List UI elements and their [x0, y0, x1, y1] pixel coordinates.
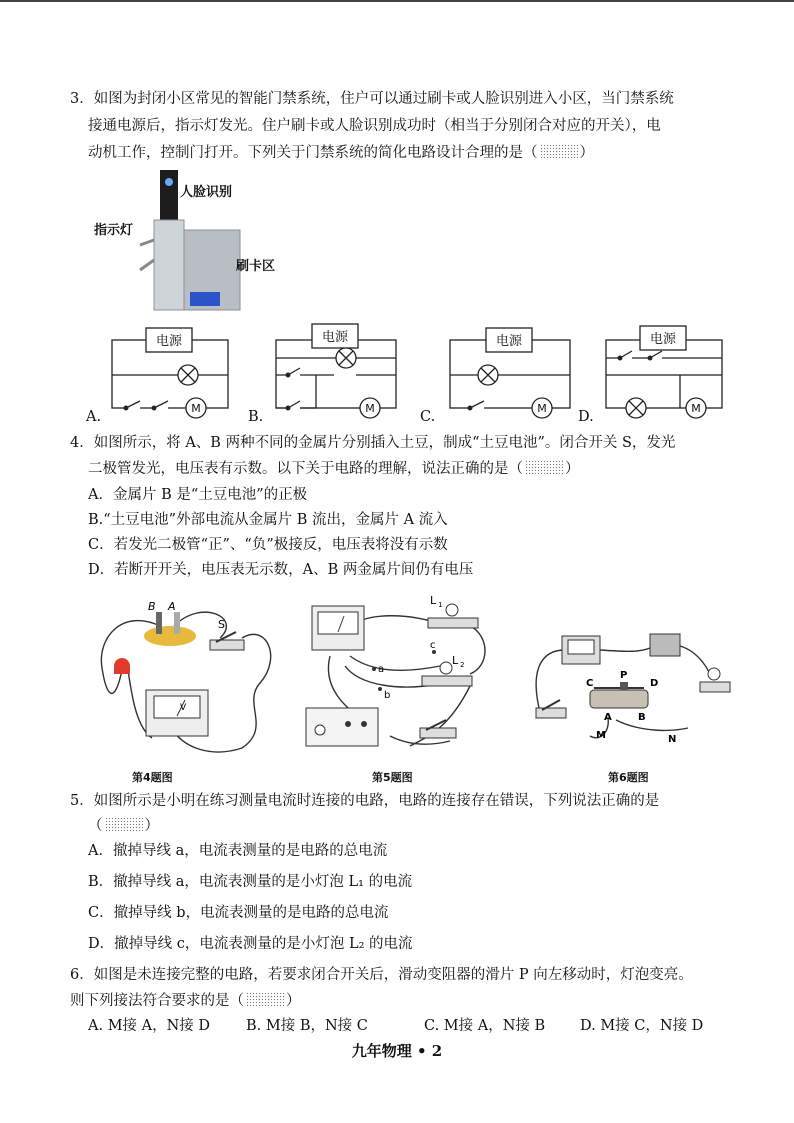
q3-line3: 动机工作，控制门打开。下列关于门禁系统的简化电路设计合理的是（ ） [88, 145, 594, 161]
power-label-b: 电源 [321, 330, 349, 345]
metal-plate-a [174, 612, 180, 634]
power-label-c: 电源 [495, 334, 523, 349]
q3-option-a[interactable]: A. [86, 409, 102, 425]
svg-text:L: L [430, 594, 437, 607]
motor-a-label: M [191, 402, 201, 415]
bulb-icon [708, 668, 720, 680]
q6-option-c[interactable]: C. M接 A，N接 B [424, 1018, 546, 1034]
svg-text:D: D [650, 678, 659, 689]
svg-text:c: c [430, 640, 436, 651]
battery-icon [650, 634, 680, 656]
power-label-d: 电源 [649, 332, 677, 347]
top-border [0, 0, 794, 2]
svg-text:A: A [604, 712, 612, 723]
q3-circuit-diagrams [0, 318, 794, 428]
q6-line2: 则下列接法符合要求的是（ ） [70, 993, 301, 1009]
answer-blank-q5[interactable] [105, 817, 143, 833]
q4-option-d[interactable]: D．若断开开关，电压表无示数，A、B 两金属片间仍有电压 [88, 562, 474, 578]
q6-option-a[interactable]: A. M接 A，N接 D [88, 1018, 211, 1034]
potato-icon [144, 626, 196, 646]
label-indicator: 指示灯 [94, 223, 134, 238]
label-card-area: 刷卡区 [236, 259, 276, 274]
q3-option-d[interactable]: D. [578, 409, 594, 425]
answer-blank-q4[interactable] [525, 460, 563, 476]
q6-line1: 6．如图是未连接完整的电路，若要求闭合开关后，滑动变阻器的滑片 P 向左移动时，灯泡变亮。 [70, 967, 693, 983]
switch [420, 728, 456, 738]
bulb-l2-base [422, 676, 472, 686]
q5-option-d[interactable]: D．撤掉导线 c，电流表测量的是小灯泡 L₂ 的电流 [88, 936, 413, 952]
q6-option-b[interactable]: B. M接 B，N接 C [246, 1018, 368, 1034]
svg-text:V: V [180, 703, 187, 713]
switch-s [210, 640, 244, 650]
svg-text:N: N [668, 734, 677, 745]
answer-blank-q6[interactable] [246, 992, 284, 1008]
svg-text:A: A [168, 600, 176, 613]
face-camera-icon [165, 178, 173, 186]
q4-option-a[interactable]: A．金属片 B 是“土豆电池”的正极 [88, 487, 308, 503]
q6-option-d[interactable]: D. M接 C，N接 D [580, 1018, 704, 1034]
svg-text:S: S [218, 618, 225, 631]
motor-d-label: M [691, 402, 701, 415]
motor-c-label: M [537, 402, 547, 415]
bulb-l1-icon [446, 604, 458, 616]
rheostat-slider [620, 682, 628, 690]
page-footer: 九年物理 • 2 [351, 1042, 443, 1060]
bulb-base [700, 682, 730, 692]
svg-text:1: 1 [438, 601, 443, 609]
figure-4-potato-battery [92, 598, 292, 768]
q5-line1: 5．如图所示是小明在练习测量电流时连接的电路，电路的连接存在错误，下列说法正确的是 [70, 793, 660, 809]
motor-b-label: M [365, 402, 375, 415]
switch-symbols [124, 351, 662, 410]
switch [536, 708, 566, 718]
svg-text:M: M [596, 730, 606, 741]
bulb-l1-base [428, 618, 478, 628]
label-face-recognition: 人脸识别 [180, 185, 233, 200]
metal-plate-b [156, 612, 162, 634]
svg-text:C: C [586, 678, 594, 689]
figure-5-parallel-circuit [300, 596, 510, 771]
q4-line2: 二极管发光，电压表有示数。以下关于电路的理解，说法正确的是（ ） [88, 461, 580, 477]
svg-text:a: a [378, 664, 385, 675]
bulb-l2-icon [440, 662, 452, 674]
q4-line1: 4．如图所示，将 A、B 两种不同的金属片分别插入土豆，制成“土豆电池”。闭合开关 S，发光 [70, 435, 676, 451]
rheostat-coil [590, 690, 648, 708]
svg-text:P: P [620, 670, 628, 681]
svg-text:L: L [452, 654, 459, 667]
svg-text:B: B [148, 600, 156, 613]
svg-text:2: 2 [460, 661, 465, 669]
q3-option-b[interactable]: B. [248, 409, 264, 425]
figure-4-caption: 第4题图 [132, 771, 173, 784]
q5-option-a[interactable]: A．撤掉导线 a，电流表测量的是电路的总电流 [88, 843, 388, 859]
figure-6-rheostat-circuit [520, 632, 730, 762]
q4-option-c[interactable]: C．若发光二极管“正”、“负”极接反，电压表将没有示数 [88, 537, 448, 553]
svg-text:B: B [638, 712, 646, 723]
power-label-a: 电源 [155, 334, 183, 349]
q3-line2: 接通电源后，指示灯发光。住户刷卡或人脸识别成功时（相当于分别闭合对应的开关），电 [88, 118, 661, 134]
q5-line2: （ ） [88, 818, 159, 834]
answer-blank-q3[interactable] [540, 144, 578, 160]
q3-line1: 3．如图为封闭小区常见的智能门禁系统，住户可以通过刷卡或人脸识别进入小区，当门禁系统 [70, 91, 674, 107]
q3-option-c[interactable]: C. [420, 409, 436, 425]
figure-5-caption: 第5题图 [372, 771, 413, 784]
figure-6-caption: 第6题图 [608, 771, 649, 784]
svg-text:b: b [384, 690, 391, 701]
q4-option-b[interactable]: B.“土豆电池”外部电流从金属片 B 流出，金属片 A 流入 [88, 512, 448, 528]
q5-option-b[interactable]: B．撤掉导线 a，电流表测量的是小灯泡 L₁ 的电流 [88, 874, 413, 890]
q5-option-c[interactable]: C．撤掉导线 b，电流表测量的是电路的总电流 [88, 905, 389, 921]
